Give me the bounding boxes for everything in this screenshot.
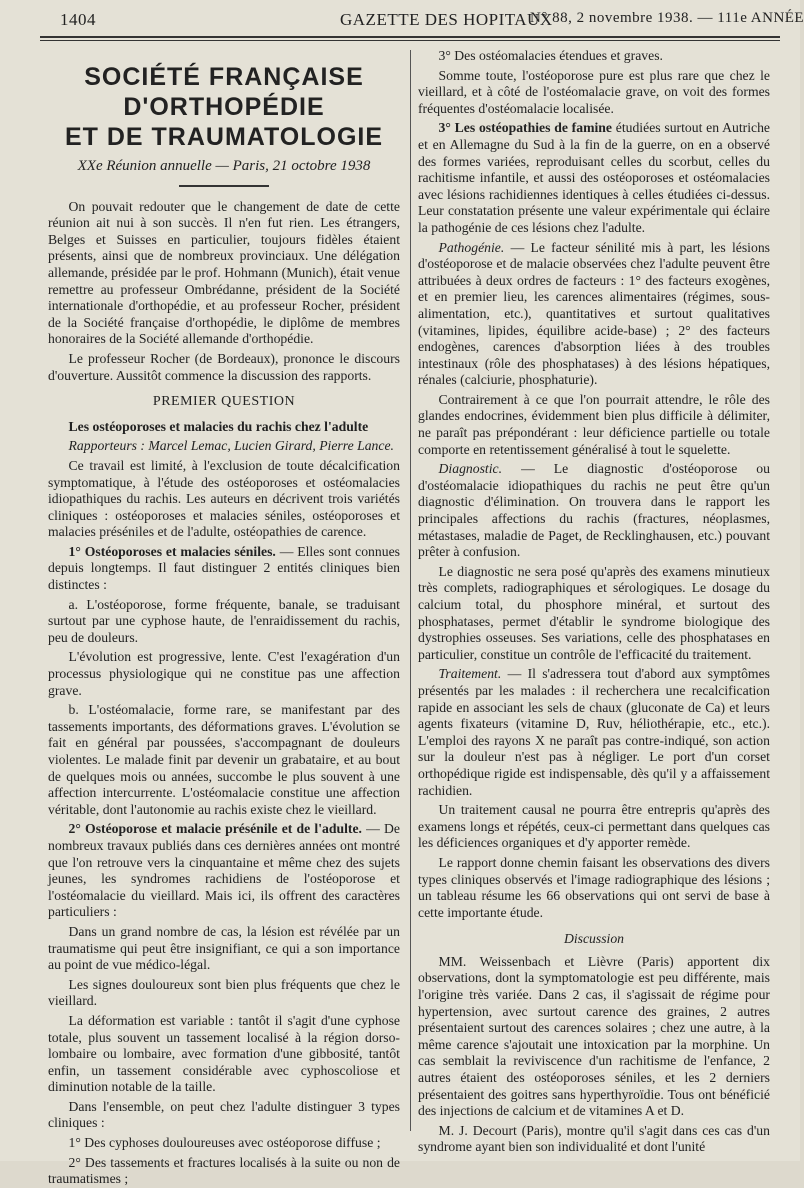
subsection-diagnostic [418,461,770,561]
paragraph: La déformation est variable : tantôt il s'agit d'une cyphose totale, plus souvent un tassement localisé à la région dorso-lombaire ou lombaire, avec formation d'une gibbosité, tantôt enfin, un tassement considérable avec cyphoscoliose et diminution notable de la taille. [48,1012,400,1095]
paragraph: Le rapport donne chemin faisant les observations des divers types cliniques observés et l'image radiographique des lésions ; un tableau résume les 66 observations qui ont servi de base à cette importante étude. [418,854,770,920]
subsection-text: — Le diagnostic d'ostéoporose ou d'ostéomalacie idiopathiques du rachis ne peut être qu'un diagnostic d'élimination. On trouvera dans le rapport les principales affections du rachis (fractures, néoplasmes, métastases, maladie de Paget, de Recklinghausen, etc.) pouvant prêter à confusion. [418,461,770,560]
left-column [48,48,400,1187]
title-line-1: SOCIÉTÉ FRANÇAISE D'ORTHOPÉDIE [84,63,364,121]
list-item: 2° Des tassements et fractures localisés à la suite ou non de traumatismes ; [48,1154,400,1187]
right-column [418,48,770,1155]
title-line-2: ET DE TRAUMATOLOGIE [64,123,384,151]
question-title: Les ostéoporoses et malacies du rachis chez l'adulte [68,418,369,434]
subsection-pathogenie [418,240,770,389]
society-title [48,62,400,152]
paragraph: Les signes douloureux sont bien plus fréquents que chez le vieillard. [48,976,400,1009]
subsection-head: 1° Ostéoporoses et malacies séniles. [68,543,276,559]
subsection-traitement [418,666,770,799]
subsection-head: Diagnostic. [438,461,503,477]
subsection-text: — Il s'adressera tout d'abord aux symptômes présentés par les malades : il recherchera une recalcification rapide en associant les sels de chaux (gluconate de Ca) et leurs agents fixateurs (vitamine D, Ruv, héliothérapie, etc., etc.). L'emploi des rayons X ne paraît pas contre-indiqué, son action sur la douleur n'est pas à négliger. Le port d'un corset orthopédique rigide est indispensable, dès qu'il y a affaissement rachidien. [418,666,770,798]
paragraph: M. J. Decourt (Paris), montre qu'il s'agit dans ces cas d'un syndrome ayant bien son individualité et dont l'unité [418,1122,770,1155]
subsection-head: Pathogénie. [438,239,505,255]
subsection-head: 2° Ostéoporose et malacie présénile et de l'adulte. [68,821,362,837]
header-rule [40,36,780,38]
paragraph: b. L'ostéomalacie, forme rare, se manifestant par des tassements importants, des déformations graves. L'évolution se fait en général par poussées, s'accompagnant de douleurs violentes. Le malade finit par devenir un grabataire, et au bout de quelques mois ou années, succombe le plus souvent à une affection intercurrente. L'ostéomalacie constitue une affection véritable, dont l'autonomie au rachis existe chez le vieillard. [48,702,400,817]
meeting-info: XXe Réunion annuelle — Paris, 21 octobre 1938 [77,158,371,174]
paragraph: Dans l'ensemble, on peut chez l'adulte distinguer 3 types cliniques : [48,1098,400,1131]
opening-paragraph: Le professeur Rocher (de Bordeaux), prononce le discours d'ouverture. Aussitôt commence la discussion des rapports. [48,350,400,383]
subsection-senile [48,544,400,594]
paragraph: Contrairement à ce que l'on pourrait attendre, le rôle des glandes endocrines, évidemment bien plus difficile à délimiter, ne paraît pas prépondérant : leur déficience partielle ou totale comporte en retentissement généralisé à tout le squelette. [418,391,770,457]
paragraph: Ce travail est limité, à l'exclusion de toute décalcification symptomatique, à l'étude des ostéoporoses et ostéomalacies idiopathiques du rachis. Les auteurs en décrivent trois variétés cliniques : ostéoporoses et malacies séniles, ostéoporoses et malacies préséniles et de l'adulte, ostéopathies de carence. [48,457,400,540]
paragraph: Somme toute, l'ostéoporose pure est plus rare que chez le vieillard, et à côté de l'ostéomalacie grave, on voit des formes fréquentes d'ostéomalacie localisée. [418,67,770,116]
issue-info: N° 88, 2 novembre 1938. — 111e ANNÉE [530,10,804,26]
paragraph: Dans un grand nombre de cas, la lésion est révélée par un traumatisme qui peut être insignifiant, ce qui a son importance au point de vue médico-légal. [48,923,400,973]
column-divider [410,50,411,1131]
paragraph: Un traitement causal ne pourra être entrepris qu'après des examens longs et répétés, ceux-ci permettant dans quelques cas les déficiences organiques et d'y apporter remède. [418,802,770,851]
subsection-famine [418,120,770,236]
intro-paragraph: On pouvait redouter que le changement de date de cette réunion ait nui à son succès. Il n'en fut rien. Les étrangers, Belges et Suisses en particulier, toujours fidèles étaient présents, ainsi que de nombreux provinciaux. Une délégation allemande, présidée par le prof. Hohmann (Munich), était venue remettre au professeur Ombrédanne, président de la Société internationale d'orthopédie, et au professeur Rocher, président de la Société française d'orthopédie, le diplôme de membres honoraires de la Société allemande d'orthopédie. [48,198,400,347]
subsection-head: Traitement. [438,666,502,682]
section-rule [179,185,269,187]
list-item: 1° Des cyphoses douloureuses avec ostéoporose diffuse ; [68,1135,381,1151]
discussion-heading: Discussion [563,931,625,947]
paragraph: Le diagnostic ne sera posé qu'après des examens minutieux très complets, radiographiques et sérologiques. Le dosage du calcium total, du phosphore minéral, et surtout des phosphatases, permet d'établir le syndrome biologique des dystrophies osseuses. Ses variations, celle des phosphatases en particulier, constitue un contrôle de l'efficacité du traitement. [418,563,770,662]
subsection-text: — Elles sont connues depuis longtemps. Il faut distinguer 2 entités cliniques bien distinctes : [48,543,400,593]
subsection-text: — De nombreux travaux publiés dans ces dernières années ont montré que l'on retrouve vers la cinquantaine et même chez des sujets jeunes, les syndromes rachidiens de l'ostéoporose et l'ostéomalacie du vieillard. Mais ici, ils offrent des caractères particuliers : [48,821,400,920]
header-rule-thin [40,40,780,41]
reporters: Rapporteurs : Marcel Lemac, Lucien Girard, Pierre Lance. [68,438,394,454]
page-number: 1404 [60,10,96,29]
subsection-head: 3° Les ostéopathies de famine [438,120,612,136]
subsection-presenile [48,821,400,921]
section-heading: PREMIER QUESTION [152,394,296,410]
subsection-text: — Le facteur sénilité mis à part, les lésions d'ostéoporose et de malacie observées chez l'adulte peuvent être attribuées à deux ordres de facteurs : 1° des facteurs exogènes, et en premier lieu, les carences alimentaires (régimes, sous-alimentation, etc.), quantitatives et surtout qualitatives (vitamines, lipides, équilibre acide-base) ; 2° des facteurs endogènes, carences d'absorption liées à des troubles intestinaux (rôle des phosphatases) à des lésions hépatiques, rénales (calciurie, phosphaturie). [418,239,770,388]
paragraph: L'évolution est progressive, lente. C'est l'exagération d'un processus physiologique qui ne constitue pas une affection grave. [48,649,400,698]
journal-title: GAZETTE DES HOPITAUX [340,10,553,29]
subsection-text: étudiées surtout en Autriche et en Allemagne du Sud à la fin de la guerre, on en a observé des formes variées, reproduisant celles du scorbut, celles du rachitisme infantile, et aussi des ostéoporoses et ostéomalacies avec lésions rachidiennes identiques à celles étudiées ci-dessus. Leur constatation présente une valeur expérimentale qui éclaire la pathogénie de ces lésions chez l'adulte. [418,120,770,235]
paragraph: a. L'ostéoporose, forme fréquente, banale, se traduisant surtout par une cyphose haute, de l'enraidissement du rachis, peu de douleurs. [48,596,400,645]
running-head [20,10,804,34]
list-item: 3° Des ostéomalacies étendues et graves. [438,48,663,63]
paragraph: MM. Weissenbach et Lièvre (Paris) apportent dix observations, dont la symptomatologie est peu différente, mais l'origine très variée. Dans 2 cas, il s'agissait de régime pour hypertension, avec surtout carence des graines, 2 autres présentaient surtout des carences solaires ; chez une autre, à la même carence s'ajoutait une intoxication par la morphine. Un cas semblait la reviviscence d'un rachitisme de l'enfance, 2 autres étaient des ostéoporoses séniles, et les 2 derniers présentaient des goitres sans hyperthyroïdie. Tous ont bénéficié des injections de calcium et de vitamines A et D. [418,953,770,1119]
